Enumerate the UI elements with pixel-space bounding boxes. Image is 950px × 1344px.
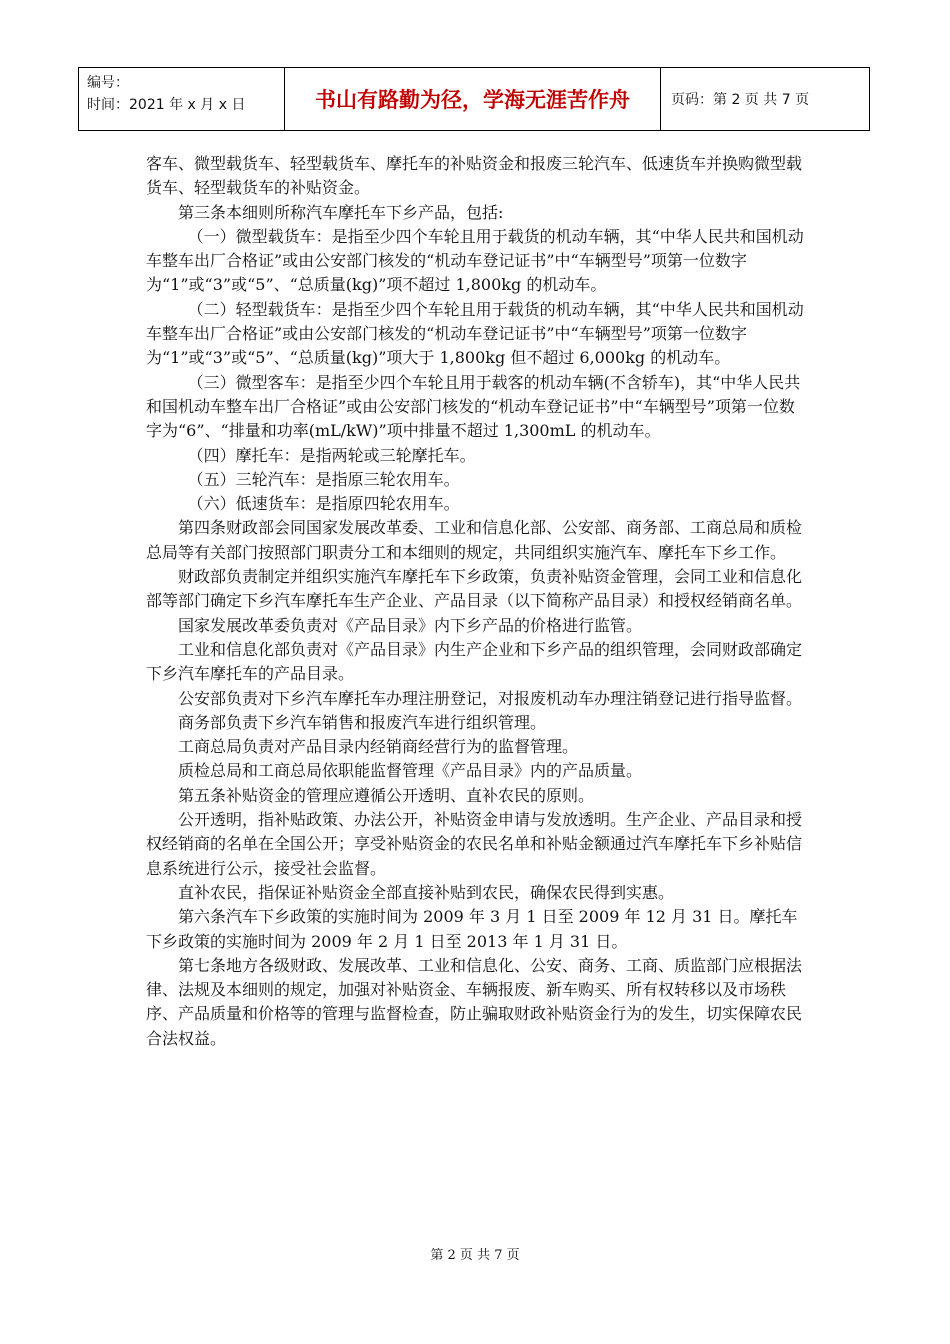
paragraph: （六）低速货车：是指原四轮农用车。 [187, 494, 460, 514]
paragraph: （五）三轮汽车：是指原三轮农用车。 [187, 469, 460, 489]
time-label: 时间：2021 年 x 月 x 日 [87, 97, 246, 113]
header-page-info: 页码：第 2 页 共 7 页 [671, 92, 810, 108]
page-footer: 第 2 页 共 7 页 [430, 1248, 520, 1263]
header-motto: 书山有路勤为径，学海无涯苦作舟 [285, 68, 661, 130]
paragraph: 第三条本细则所称汽车摩托车下乡产品，包括: [178, 202, 504, 222]
paragraph: （四）摩托车：是指两轮或三轮摩托车。 [187, 445, 476, 465]
paragraph: 工业和信息化部负责对《产品目录》内生产企业和下乡产品的组织管理，会同财政部确定下乡汽车摩托车的产品目录。 [146, 639, 803, 684]
paragraph: 国家发展改革委负责对《产品目录》内下乡产品的价格进行监管。 [178, 615, 643, 635]
paragraph: 第七条地方各级财政、发展改革、工业和信息化、公安、商务、工商、质监部门应根据法律、法规及本细则的规定，加强对补贴资金、车辆报废、新车购买、所有权转移以及市场秩序、产品质量和价格等的管理与监督检查，防止骗取财政补贴资金行为的发生，切实保障农民合法权益。 [146, 955, 803, 1048]
paragraph: 公开透明，指补贴政策、办法公开，补贴资金申请与发放透明。生产企业、产品目录和授权经销商的名单在全国公开；享受补贴资金的农民名单和补贴金额通过汽车摩托车下乡补贴信息系统进行公示，接受社会监督。 [146, 810, 803, 878]
serial-label: 编号： [87, 75, 129, 91]
paragraph: 第五条补贴资金的管理应遵循公开透明、直补农民的原则。 [178, 785, 595, 805]
paragraph: 工商总局负责对产品目录内经销商经营行为的监督管理。 [178, 737, 579, 757]
paragraph: 客车、微型载货车、轻型载货车、摩托车的补贴资金和报废三轮汽车、低速货车并换购微型载货车、轻型载货车的补贴资金。 [146, 154, 803, 198]
page-header [78, 67, 870, 131]
paragraph: 商务部负责下乡汽车销售和报废汽车进行组织管理。 [178, 712, 547, 732]
paragraph: 第四条财政部会同国家发展改革委、工业和信息化部、公安部、商务部、工商总局和质检总局等有关部门按照部门职责分工和本细则的规定，共同组织实施汽车、摩托车下乡工作。 [146, 518, 803, 562]
paragraph: 直补农民，指保证补贴资金全部直接补贴到农民，确保农民得到实惠。 [178, 882, 675, 902]
paragraph: （二）轻型载货车：是指至少四个车轮且用于载货的机动车辆，其“中华人民共和国机动车整车出厂合格证”或由公安部门核发的“机动车登记证书”中“车辆型号”项第一位数字为“1”或“3”或“5”、“总质量(kg)”项大于 1,800kg 但不超过 6,000kg 的机动车。 [146, 299, 804, 368]
paragraph: （三）微型客车：是指至少四个车轮且用于载客的机动车辆(不含轿车)，其“中华人民共和国机动车整车出厂合格证”或由公安部门核发的“机动车登记证书”中“车辆型号”项第一位数字为“6”、“排量和功率(mL/kW)”项中排量不超过 1,300mL 的机动车。 [146, 372, 801, 441]
paragraph: 公安部负责对下乡汽车摩托车办理注册登记，对报废机动车办理注销登记进行指导监督。 [178, 688, 803, 708]
paragraph: 财政部负责制定并组织实施汽车摩托车下乡政策，负责补贴资金管理，会同工业和信息化部等部门确定下乡汽车摩托车生产企业、产品目录（以下简称产品目录）和授权经销商名单。 [146, 567, 803, 611]
paragraph: 质检总局和工商总局依职能监督管理《产品目录》内的产品质量。 [178, 761, 643, 781]
header-meta [79, 68, 285, 130]
paragraph: （一）微型载货车：是指至少四个车轮且用于载货的机动车辆，其“中华人民共和国机动车整车出厂合格证”或由公安部门核发的“机动车登记证书”中“车辆型号”项第一位数字为“1”或“3”或“5”、“总质量(kg)”项不超过 1,800kg 的机动车。 [146, 226, 804, 295]
paragraph: 第六条汽车下乡政策的实施时间为 2009 年 3 月 1 日至 2009 年 12 月 31 日。摩托车下乡政策的实施时间为 2009 年 2 月 1 日至 2013 年 1 月 31 日。 [146, 907, 798, 951]
document-body [146, 152, 806, 1051]
